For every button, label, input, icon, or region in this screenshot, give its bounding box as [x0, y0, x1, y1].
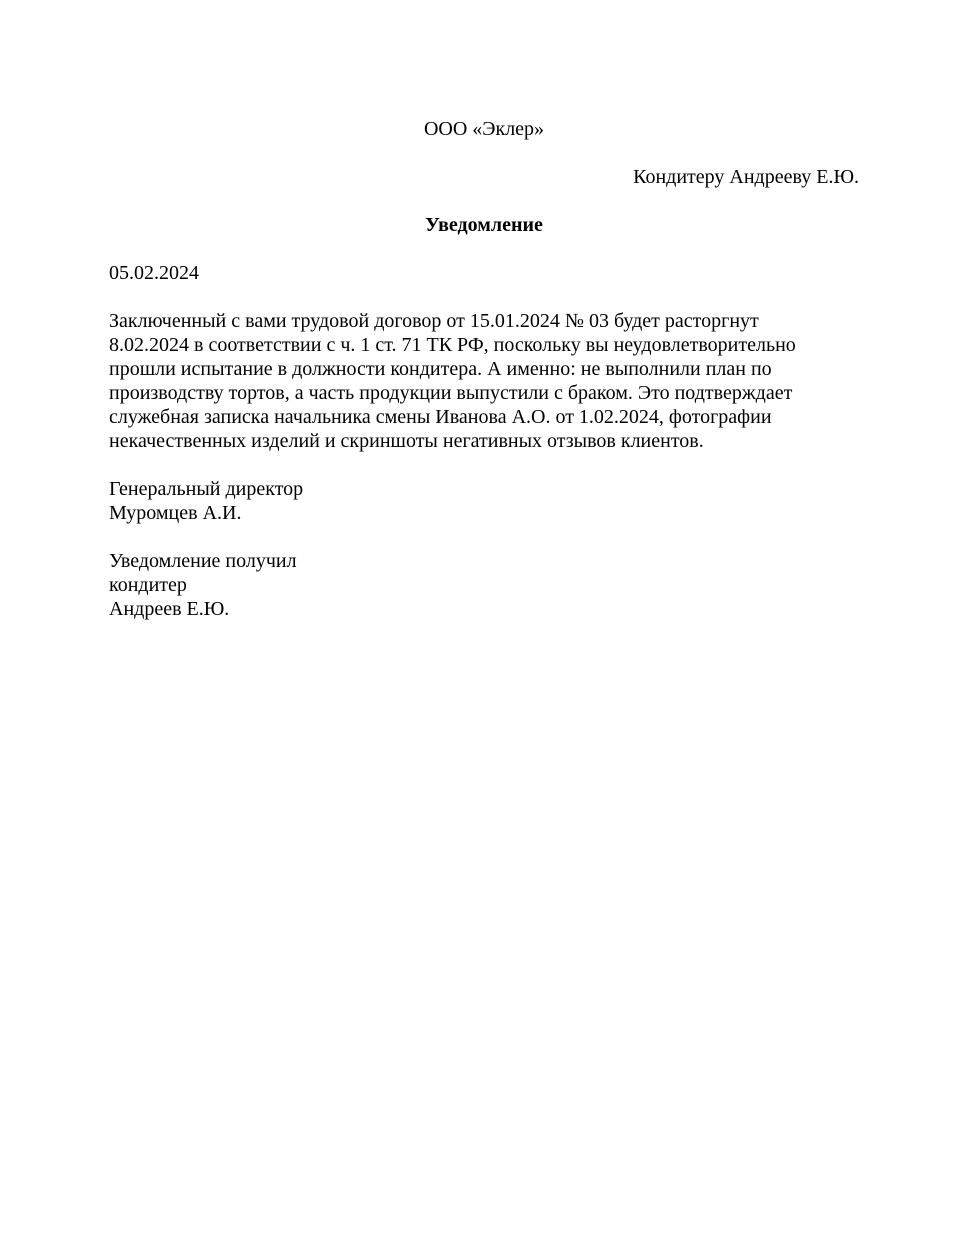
addressee: Кондитеру Андрееву Е.Ю.: [633, 166, 859, 188]
document-title: Уведомление: [425, 214, 543, 236]
receipt-label: Уведомление получил: [109, 550, 297, 572]
receiver-name: Андреев Е.Ю.: [109, 598, 230, 620]
receiver-position: кондитер: [109, 574, 187, 596]
document-date: 05.02.2024: [109, 262, 199, 284]
company-name: ООО «Эклер»: [423, 118, 545, 140]
signature-block: [109, 477, 859, 525]
body-line: производству тортов, а часть продукции выпустили с браком. Это подтверждает: [109, 382, 793, 404]
body-line: Заключенный с вами трудовой договор от 15.01.2024 № 03 будет расторгнут: [109, 310, 759, 332]
signer-position: Генеральный директор: [109, 478, 304, 500]
document-page: [109, 117, 859, 621]
body-line: прошли испытание в должности кондитера. А именно: не выполнили план по: [109, 358, 772, 380]
notice-body: [109, 309, 839, 453]
receipt-block: [109, 549, 859, 621]
body-line: 8.02.2024 в соответствии с ч. 1 ст. 71 ТК РФ, поскольку вы неудовлетворительно: [109, 334, 796, 356]
body-line: некачественных изделий и скриншоты негативных отзывов клиентов.: [109, 430, 704, 452]
body-line: служебная записка начальника смены Иванова А.О. от 1.02.2024, фотографии: [109, 406, 772, 428]
signer-name: Муромцев А.И.: [109, 502, 242, 524]
